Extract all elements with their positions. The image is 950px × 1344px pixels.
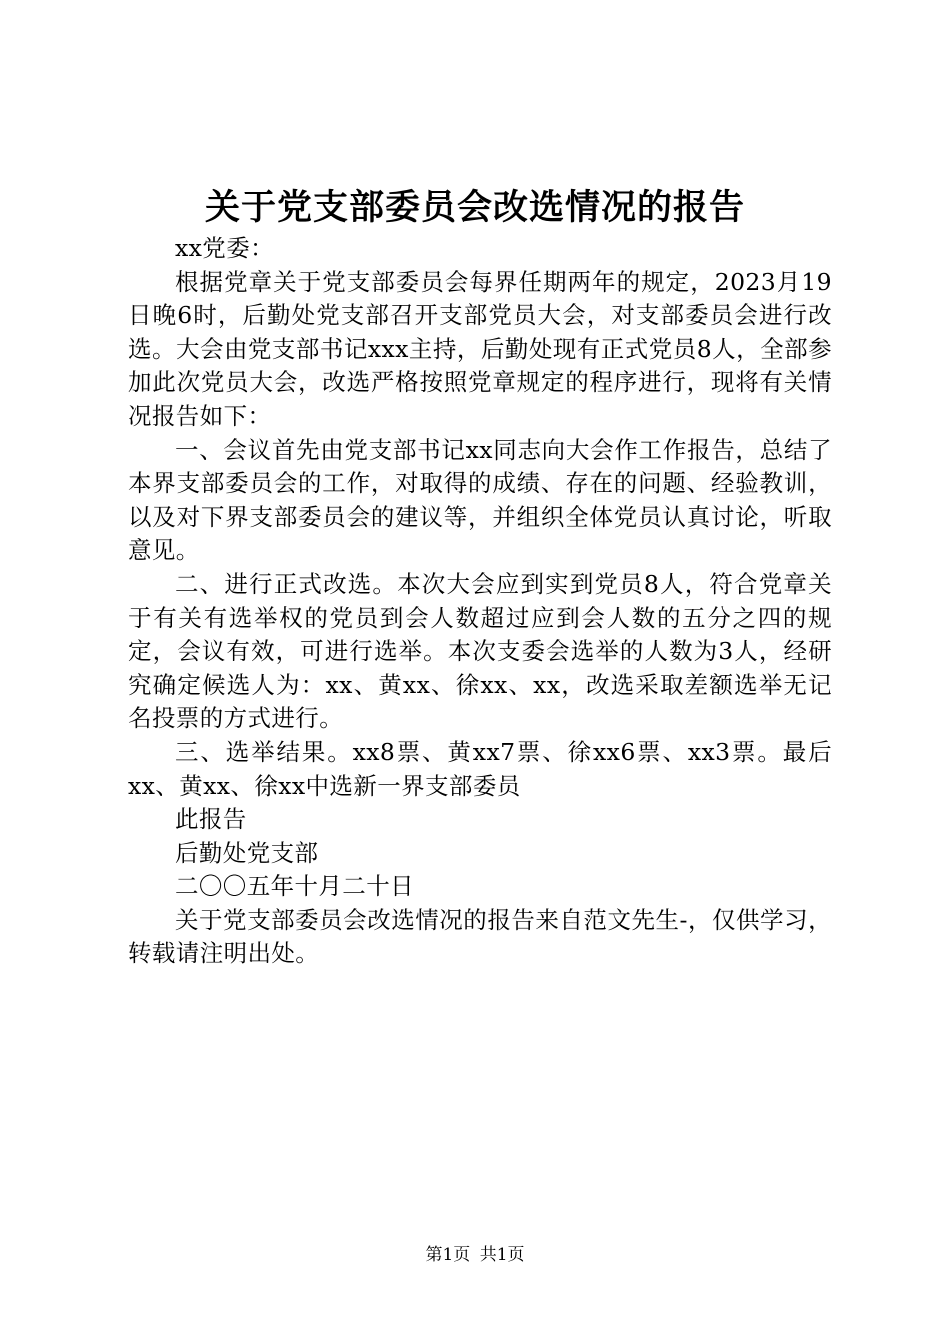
paragraph-intro: 根据党章关于党支部委员会每界任期两年的规定，2023月19日晚6时，后勤处党支部召开支部党员大会，对支部委员会进行改选。大会由党支部书记xxx主持，后勤处现有正式党员8人，全部参加此次党员大会，改选严格按照党章规定的程序进行，现将有关情况报告如下：	[128, 267, 832, 430]
document-title: 关于党支部委员会改选情况的报告	[204, 187, 745, 228]
paragraph-section-3: 三、选举结果。xx8票、黄xx7票、徐xx6票、xx3票。最后xx、黄xx、徐xx中选新一界支部委员	[128, 737, 832, 800]
page-footer	[0, 1243, 950, 1267]
source-note: 关于党支部委员会改选情况的报告来自范文先生-，仅供学习，转载请注明出处。	[128, 905, 832, 968]
paragraph-section-2: 二、进行正式改选。本次大会应到实到党员8人，符合党章关于有关有选举权的党员到会人数超过应到会人数的五分之四的规定，会议有效，可进行选举。本次支委会选举的人数为3人，经研究确定候选人为：xx、黄xx、徐xx、xx，改选采取差额选举无记名投票的方式进行。	[128, 569, 832, 733]
signature: 后勤处党支部	[175, 838, 319, 867]
salutation: xx党委：	[175, 234, 275, 262]
closing-line: 此报告	[175, 805, 247, 834]
document-body	[128, 232, 832, 971]
paragraph-section-1: 一、会议首先由党支部书记xx同志向大会作工作报告，总结了本界支部委员会的工作，对取得的成绩、存在的问题、经验教训，以及对下界支部委员会的建议等，并组织全体党员认真讨论，听取意见。	[128, 435, 832, 565]
date-line: 二〇〇五年十月二十日	[175, 872, 414, 901]
page-total: 共1页	[479, 1245, 525, 1265]
page-number: 第1页	[425, 1245, 471, 1265]
